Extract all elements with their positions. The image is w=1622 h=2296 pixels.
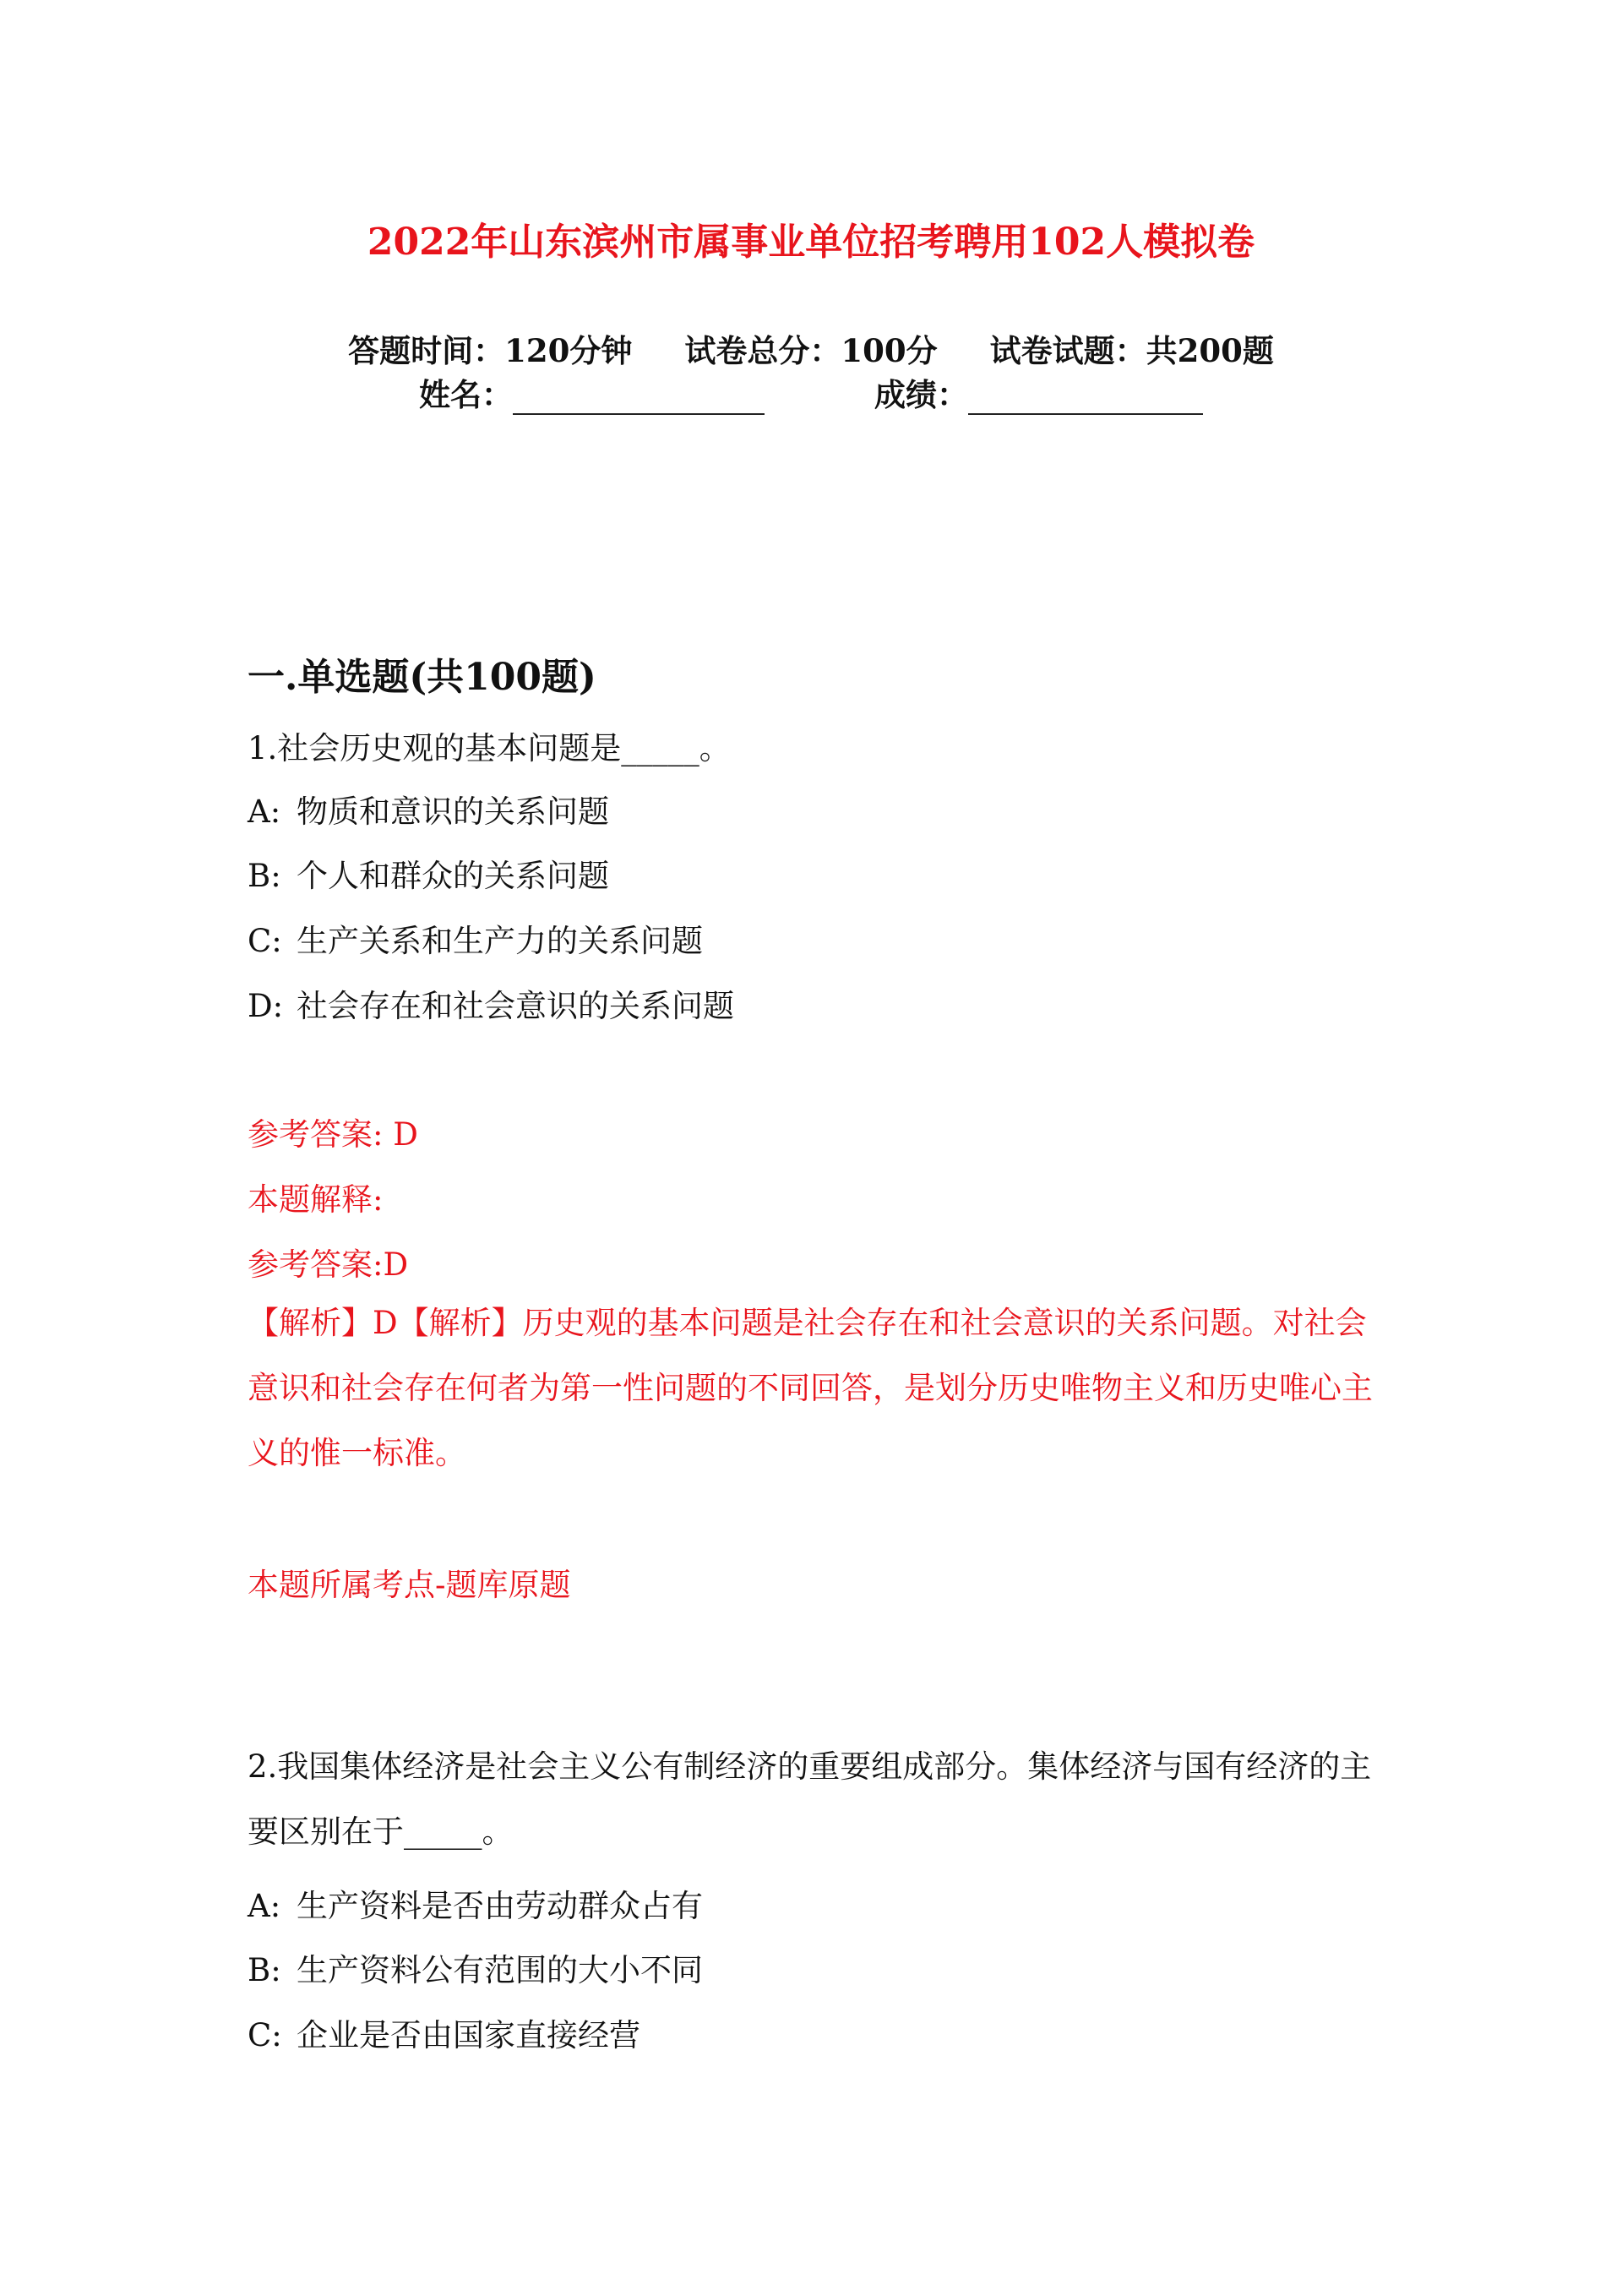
option-text: 物质和意识的关系问题 — [297, 794, 609, 830]
option-letter: C: — [248, 2017, 282, 2053]
option-letter: C: — [248, 923, 282, 959]
question-1-explanation-label: 本题解释: — [248, 1181, 384, 1218]
section-heading: 一.单选题(共100题) — [248, 656, 596, 699]
time-label: 答题时间：120分钟 — [348, 332, 633, 369]
question-2-option-b — [248, 1944, 703, 1990]
option-letter: D: — [248, 988, 284, 1024]
question-1-option-b — [248, 850, 609, 896]
document-title: 2022年山东滨州市属事业单位招考聘用102人模拟卷 — [367, 221, 1255, 264]
name-blank — [513, 386, 765, 415]
name-label: 姓名： — [419, 376, 513, 413]
option-text: 社会存在和社会意识的关系问题 — [297, 988, 734, 1024]
total-score-label: 试卷总分：100分 — [684, 332, 938, 369]
score-label: 成绩： — [874, 376, 968, 413]
question-1-knowledge-point: 本题所属考点-题库原题 — [248, 1567, 571, 1603]
question-2-option-c — [248, 2010, 640, 2055]
exam-info-line — [0, 325, 1622, 371]
option-letter: A: — [248, 794, 281, 830]
question-2-stem: 2.我国集体经济是社会主义公有制经济的重要组成部分。集体经济与国有经济的主要区别在于_____。 — [248, 1748, 1372, 1850]
question-1-option-d — [248, 980, 734, 1026]
option-letter: A: — [248, 1888, 281, 1924]
option-text: 个人和群众的关系问题 — [297, 858, 609, 894]
option-text: 企业是否由国家直接经营 — [297, 2017, 640, 2053]
question-1-analysis: 【解析】D【解析】历史观的基本问题是社会存在和社会意识的关系问题。对社会意识和社会存在何者为第一性问题的不同回答，是划分历史唯物主义和历史唯心主义的惟一标准。 — [248, 1305, 1373, 1471]
question-1-option-a — [248, 786, 609, 832]
question-2-option-a — [248, 1880, 703, 1926]
question-1-answer-repeat: 参考答案:D — [248, 1246, 409, 1283]
question-1-stem: 1.社会历史观的基本问题是_____。 — [248, 730, 731, 766]
option-letter: B: — [248, 858, 281, 894]
question-1-option-c — [248, 915, 703, 961]
score-blank — [968, 386, 1203, 415]
option-text: 生产资料是否由劳动群众占有 — [297, 1888, 703, 1924]
question-count-label: 试卷试题：共200题 — [989, 332, 1274, 369]
question-1-answer: 参考答案: D — [248, 1116, 418, 1153]
candidate-info-line — [0, 369, 1622, 415]
option-text: 生产资料公有范围的大小不同 — [297, 1952, 703, 1988]
option-text: 生产关系和生产力的关系问题 — [297, 923, 703, 959]
option-letter: B: — [248, 1952, 281, 1988]
